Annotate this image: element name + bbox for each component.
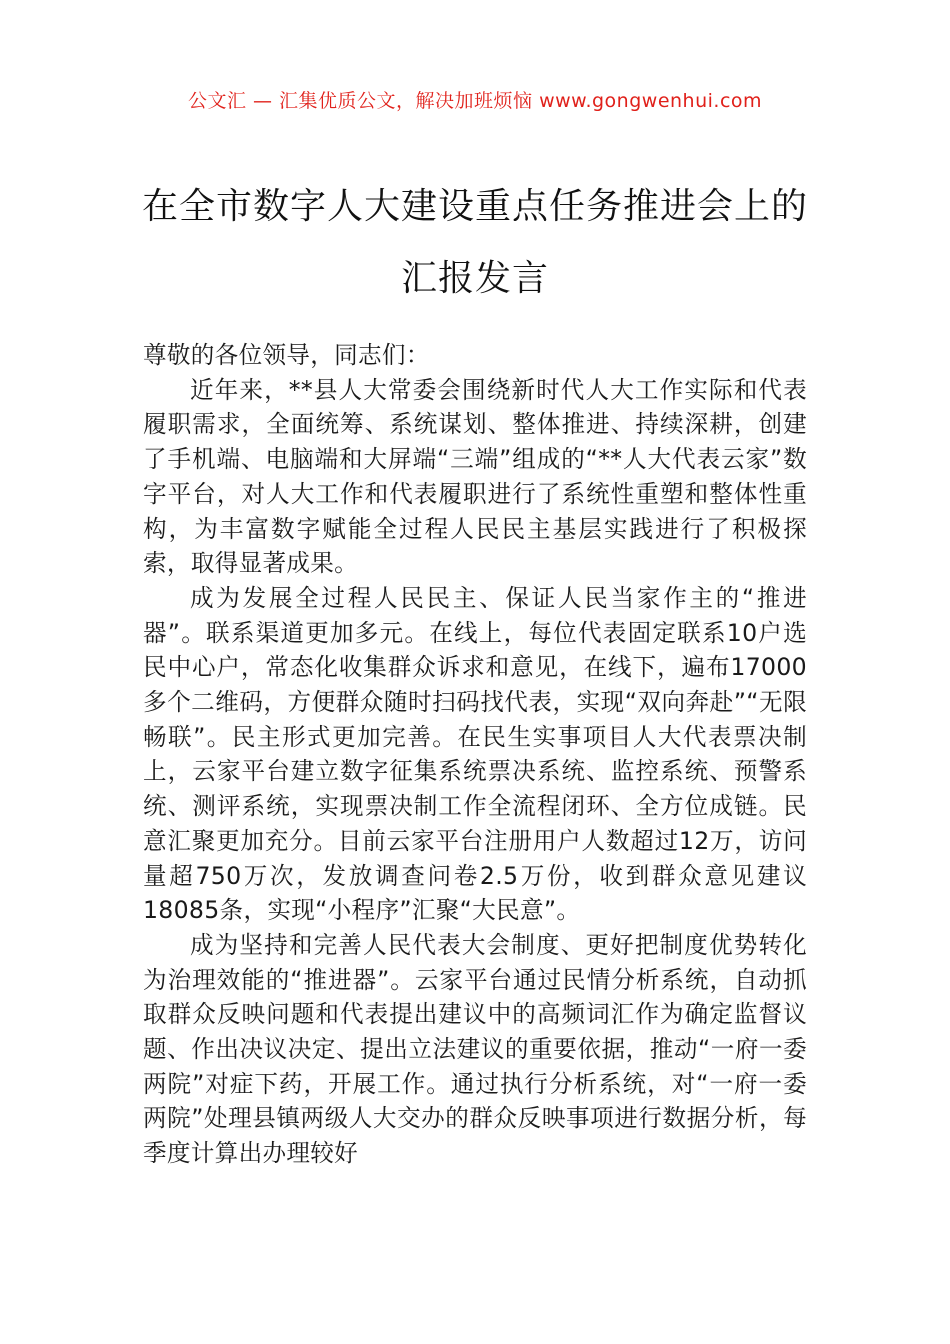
document-body	[143, 338, 807, 1171]
paragraph-system-promoter: 成为坚持和完善人民代表大会制度、更好把制度优势转化为治理效能的“推进器”。云家平台通过民情分析系统，自动抓取群众反映问题和代表提出建议中的高频词汇作为确定监督议题、作出决议决定、提出立法建议的重要依据，推动“一府一委两院”对症下药，开展工作。通过执行分析系统，对“一府一委两院”处理县镇两级人大交办的群众反映事项进行数据分析，每季度计算出办理较好	[143, 930, 807, 1168]
header-banner: 公文汇 — 汇集优质公文，解决加班烦恼 www.gongwenhui.com	[187, 90, 763, 112]
paragraph-democracy-promoter: 成为发展全过程人民民主、保证人民当家作主的“推进器”。联系渠道更加多元。在线上，每位代表固定联系10户选民中心户，常态化收集群众诉求和意见，在线下，遍布17000多个二维码，方便群众随时扫码找代表，实现“双向奔赴”“无限畅联”。民主形式更加完善。在民生实事项目人大代表票决制上，云家平台建立数字征集系统票决系统、监控系统、预警系统、测评系统，实现票决制工作全流程闭环、全方位成链。民意汇聚更加充分。目前云家平台注册用户人数超过12万，访问量超750万次，发放调查问卷2.5万份，收到群众意见建议18085条，实现“小程序”汇聚“大民意”。	[143, 583, 807, 925]
paragraph-intro: 近年来，**县人大常委会围绕新时代人大工作实际和代表履职需求，全面统筹、系统谋划、整体推进、持续深耕，创建了手机端、电脑端和大屏端“三端”组成的“**人大代表云家”数字平台，对人大工作和代表履职进行了系统性重塑和整体性重构，为丰富数字赋能全过程人民民主基层实践进行了积极探索，取得显著成果。	[143, 375, 807, 578]
salutation: 尊敬的各位领导，同志们：	[143, 341, 430, 369]
document-title-line-2: 汇报发言	[400, 258, 549, 299]
document-title-line-1: 在全市数字人大建设重点任务推进会上的	[141, 186, 808, 227]
